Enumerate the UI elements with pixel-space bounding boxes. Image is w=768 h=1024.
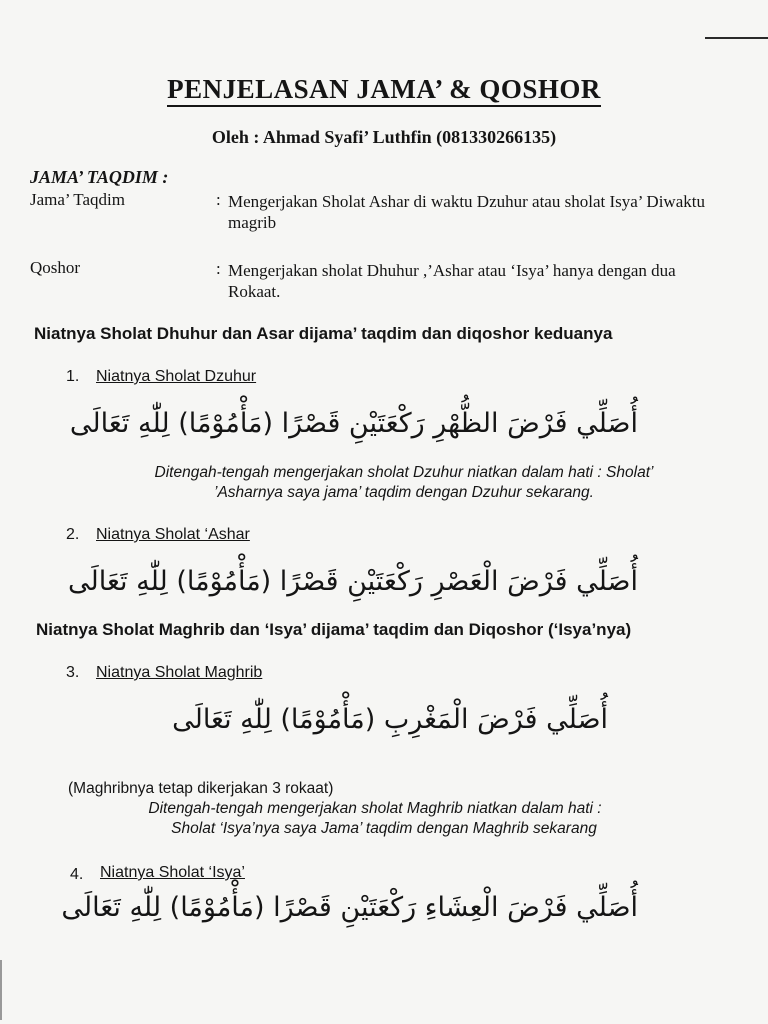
- item-number: 1.: [66, 368, 80, 385]
- item-title: Niatnya Sholat ‘Ashar: [96, 526, 250, 543]
- item-title: Niatnya Sholat Dzuhur: [96, 368, 257, 385]
- note-line: Ditengah-tengah mengerjakan sholat Maghrib niatkan dalam hati :: [148, 800, 602, 817]
- item-title: Niatnya Sholat Maghrib: [96, 664, 263, 681]
- group-heading: Niatnya Sholat Maghrib dan ‘Isya’ dijama’ taqdim dan Diqoshor (‘Isya’nya): [36, 620, 632, 639]
- group-heading: Niatnya Sholat Dhuhur dan Asar dijama’ taqdim dan diqoshor keduanya: [34, 324, 613, 343]
- note-line: Ditengah-tengah mengerjakan sholat Dzuhur niatkan dalam hati : Sholat’: [154, 464, 654, 481]
- arabic-niat: أُصَلِّي فَرْضَ الظُّهْرِ رَكْعَتَيْنِ قَصْرًا (مَأْمُوْمًا) لِلّٰهِ تَعَالَى: [69, 408, 638, 439]
- definition-term: Qoshor: [30, 258, 81, 277]
- note-line: Sholat ‘Isya’nya saya Jama’ taqdim dengan Maghrib sekarang: [171, 820, 597, 837]
- arabic-niat: أُصَلِّي فَرْضَ الْعَصْرِ رَكْعَتَيْنِ قَصْرًا (مَأْمُوْمًا) لِلّٰهِ تَعَالَى: [68, 566, 638, 597]
- scan-edge-left: [0, 960, 2, 1020]
- plain-note: (Maghribnya tetap dikerjakan 3 rokaat): [68, 780, 334, 797]
- note-line: ’Asharnya saya jama’ taqdim dengan Dzuhur sekarang.: [214, 484, 594, 501]
- item-number: 2.: [66, 526, 80, 543]
- document-title: PENJELASAN JAMA’ & QOSHOR: [0, 74, 768, 105]
- definition-text: Mengerjakan sholat Dhuhur ,’Ashar atau ‘Isya’ hanya dengan dua Rokaat.: [228, 261, 676, 301]
- author-line: Oleh : Ahmad Syafi’ Luthfin (081330266135): [211, 127, 557, 147]
- item-title: Niatnya Sholat ‘Isya’: [100, 864, 245, 881]
- definition-separator: :: [216, 259, 221, 278]
- item-number: 3.: [66, 664, 80, 681]
- arabic-niat: أُصَلِّي فَرْضَ الْعِشَاءِ رَكْعَتَيْنِ قَصْرًا (مَأْمُوْمًا) لِلّٰهِ تَعَالَى: [61, 892, 638, 923]
- definition-separator: :: [216, 190, 221, 209]
- definition-text: Mengerjakan Sholat Ashar di waktu Dzuhur atau sholat Isya’ Diwaktu magrib: [228, 192, 705, 232]
- arabic-niat: أُصَلِّي فَرْضَ الْمَغْرِبِ (مَأْمُوْمًا) لِلّٰهِ تَعَالَى: [172, 704, 608, 735]
- definition-term: Jama’ Taqdim: [30, 190, 125, 209]
- item-number: 4.: [70, 866, 84, 883]
- scan-edge-top-right: [705, 37, 768, 39]
- section-heading: JAMA’ TAQDIM :: [30, 167, 169, 187]
